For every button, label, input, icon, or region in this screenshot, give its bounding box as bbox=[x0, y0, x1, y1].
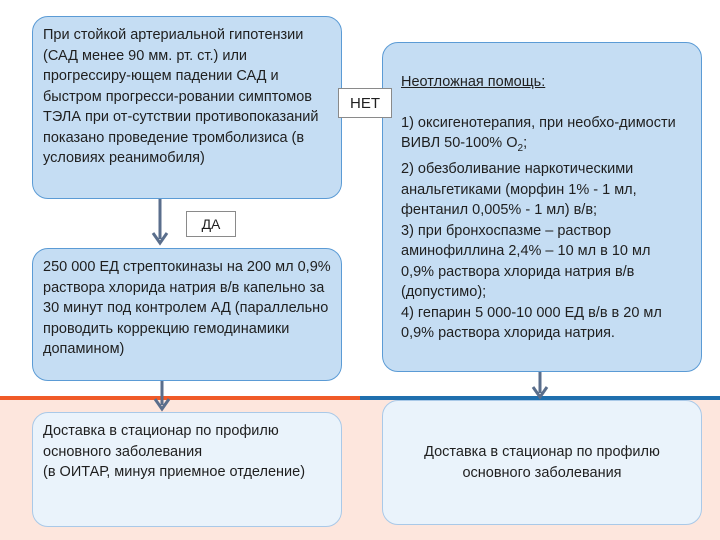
delivery-left-box: Доставка в стационар по профилю основного заболевания (в ОИТАР, минуя приемное отделение) bbox=[32, 412, 342, 527]
emergency-item-oxygen: 1) оксигенотерапия, при необхо-димости ВИВЛ 50-100% O bbox=[401, 114, 676, 151]
emergency-care-box bbox=[382, 42, 702, 372]
arrow-condition-to-thrombolysis bbox=[150, 199, 170, 249]
arrow-emergency-to-delivery bbox=[530, 372, 550, 401]
thrombolysis-box: 250 000 ЕД стрептокиназы на 200 мл 0,9% раствора хлорида натрия в/в капельно за 30 минут под контролем АД (параллельно проводить коррекцию гемодинамики допамином) bbox=[32, 248, 342, 381]
emergency-item-oxygen-subscript: 2 bbox=[517, 142, 524, 154]
delivery-right-text: Доставка в стационар по профилю основного заболевания bbox=[424, 444, 660, 481]
footer-stripe-orange bbox=[0, 396, 360, 400]
arrow-thrombolysis-to-delivery bbox=[152, 381, 172, 413]
no-label: НЕТ bbox=[338, 88, 392, 118]
emergency-items-rest: 2) обезболивание наркотическими анальгетиками (морфин 1% - 1 мл, фентанил 0,005% - 1 мл) в/в; 3) при бронхоспазме – раствор аминофиллина 2,4% – 10 мл в 10 мл 0,9% раствора хлорида натрия в/в (допустимо); 4) гепарин 5 000-10 000 ЕД в/в в 20 мл 0,9% раствора хлорида натрия. bbox=[401, 161, 662, 342]
delivery-right-box bbox=[382, 400, 702, 525]
emergency-heading: Неотложная помощь: bbox=[401, 73, 546, 90]
yes-label: ДА bbox=[186, 211, 236, 237]
condition-box: При стойкой артериальной гипотензии (САД менее 90 мм. рт. ст.) или прогрессиру-ющем падении САД и быстром прогресси-ровании симптомов ТЭЛА при от-сутствии противопоказаний показано проведение тромболизиса (в условиях реанимобиля) bbox=[32, 16, 342, 199]
emergency-item-oxygen-end: ; bbox=[523, 135, 528, 151]
